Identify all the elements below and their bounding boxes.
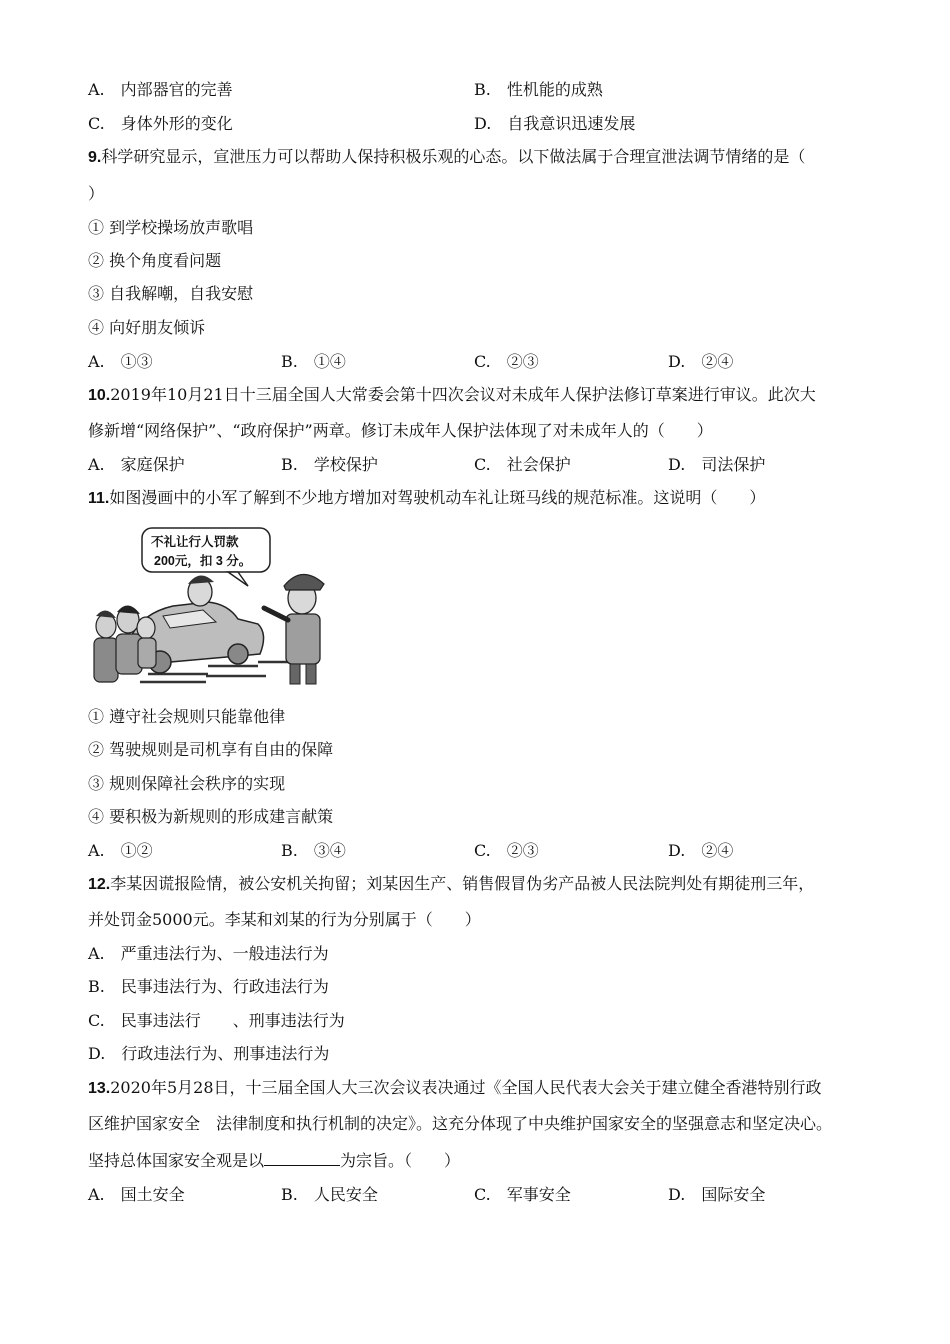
q8-option-d: D. 自我意识迅速发展 (474, 114, 636, 133)
q11-stem (88, 488, 765, 509)
q9-stem (88, 147, 805, 168)
comic-caption-line1: 不礼让行人罚款 (151, 535, 239, 549)
q8-option-c: C. 身体外形的变化 (88, 114, 233, 133)
q11-option-c: C. ②③ (474, 841, 539, 860)
q11-item-2: ② 驾驶规则是司机享有自由的保障 (88, 740, 334, 759)
q10-stem (88, 385, 816, 406)
q13-stem-line1: 2020年5月28日，十三届全国人大三次会议表决通过《全国人民代表大会关于建立健全香港特别行政 (110, 1078, 822, 1097)
q10-option-a: A. 家庭保护 (88, 455, 185, 474)
q13-number: 13. (88, 1080, 111, 1097)
q13-option-b: B. 人民安全 (281, 1185, 378, 1204)
q10-option-c: C. 社会保护 (474, 455, 571, 474)
q10-option-b: B. 学校保护 (281, 455, 378, 474)
q11-item-3: ③ 规则保障社会秩序的实现 (88, 774, 286, 793)
q9-stem-line2: ） (88, 184, 105, 203)
q13-stem (88, 1078, 822, 1099)
q13-option-c: C. 军事安全 (474, 1185, 571, 1204)
q12-number: 12. (88, 876, 111, 893)
q12-option-b: B. 民事违法行为、行政违法行为 (88, 977, 329, 996)
q9-number: 9. (88, 149, 102, 166)
q11-option-b: B. ③④ (281, 841, 346, 860)
q9-option-a: A. ①③ (88, 352, 153, 371)
q11-option-d: D. ②④ (668, 841, 734, 860)
q10-option-d: D. 司法保护 (668, 455, 766, 474)
q9-item-4: ④ 向好朋友倾诉 (88, 318, 206, 337)
q12-stem-line2: 并处罚金5000元。李某和刘某的行为分别属于（ ） (88, 910, 481, 929)
q12-option-c: C. 民事违法行 、刑事违法行为 (88, 1011, 345, 1030)
q11-item-1: ① 遵守社会规则只能靠他律 (88, 707, 286, 726)
q9-item-2: ② 换个角度看问题 (88, 251, 222, 270)
q12-stem-line1: 李某因谎报险情，被公安机关拘留；刘某因生产、销售假冒伪劣产品被人民法院判处有期徒刑三年， (110, 874, 815, 893)
q9-item-3: ③ 自我解嘲，自我安慰 (88, 284, 254, 303)
q11-option-a: A. ①② (88, 841, 153, 860)
q13-stem-line2: 区维护国家安全 法律制度和执行机制的决定》。这充分体现了中央维护国家安全的坚强意志和坚定决心。 (88, 1114, 833, 1133)
q13-stem-line3-after: 为宗旨。（ ） (340, 1151, 461, 1170)
q13-option-d: D. 国际安全 (668, 1185, 766, 1204)
q8-option-b: B. 性机能的成熟 (474, 80, 603, 99)
q8-option-a: A. 内部器官的完善 (88, 80, 233, 99)
q13-stem-line3 (88, 1151, 460, 1171)
q12-stem (88, 874, 814, 895)
q13-answer-blank (264, 1151, 340, 1166)
q11-item-4: ④ 要积极为新规则的形成建言献策 (88, 807, 334, 826)
q13-option-a: A. 国土安全 (88, 1185, 185, 1204)
q9-option-c: C. ②③ (474, 352, 539, 371)
q9-option-d: D. ②④ (668, 352, 734, 371)
q9-option-b: B. ①④ (281, 352, 346, 371)
q9-stem-line1: 科学研究显示，宣泄压力可以帮助人保持积极乐观的心态。以下做法属于合理宣泄法调节情绪的是（ (101, 147, 806, 166)
q11-stem-text: 如图漫画中的小军了解到不少地方增加对驾驶机动车礼让斑马线的规范标准。这说明（ ） (109, 488, 766, 507)
q13-stem-line3-before: 坚持总体国家安全观是以 (88, 1151, 265, 1170)
q11-number: 11. (88, 490, 110, 507)
q10-stem-line1: 2019年10月21日十三届全国人大常委会第十四次会议对未成年人保护法修订草案进行审议。此次大 (110, 385, 816, 404)
q10-number: 10. (88, 387, 111, 404)
q12-option-d: D. 行政违法行为、刑事违法行为 (88, 1044, 330, 1063)
comic-caption-line2: 200元，扣 3 分。 (154, 554, 252, 568)
q9-item-1: ① 到学校操场放声歌唱 (88, 218, 254, 237)
q12-option-a: A. 严重违法行为、一般违法行为 (88, 944, 329, 963)
q10-stem-line2: 修新增“网络保护”、“政府保护”两章。修订未成年人保护法体现了对未成年人的（ ） (88, 421, 713, 440)
traffic-comic-illustration (88, 524, 346, 690)
